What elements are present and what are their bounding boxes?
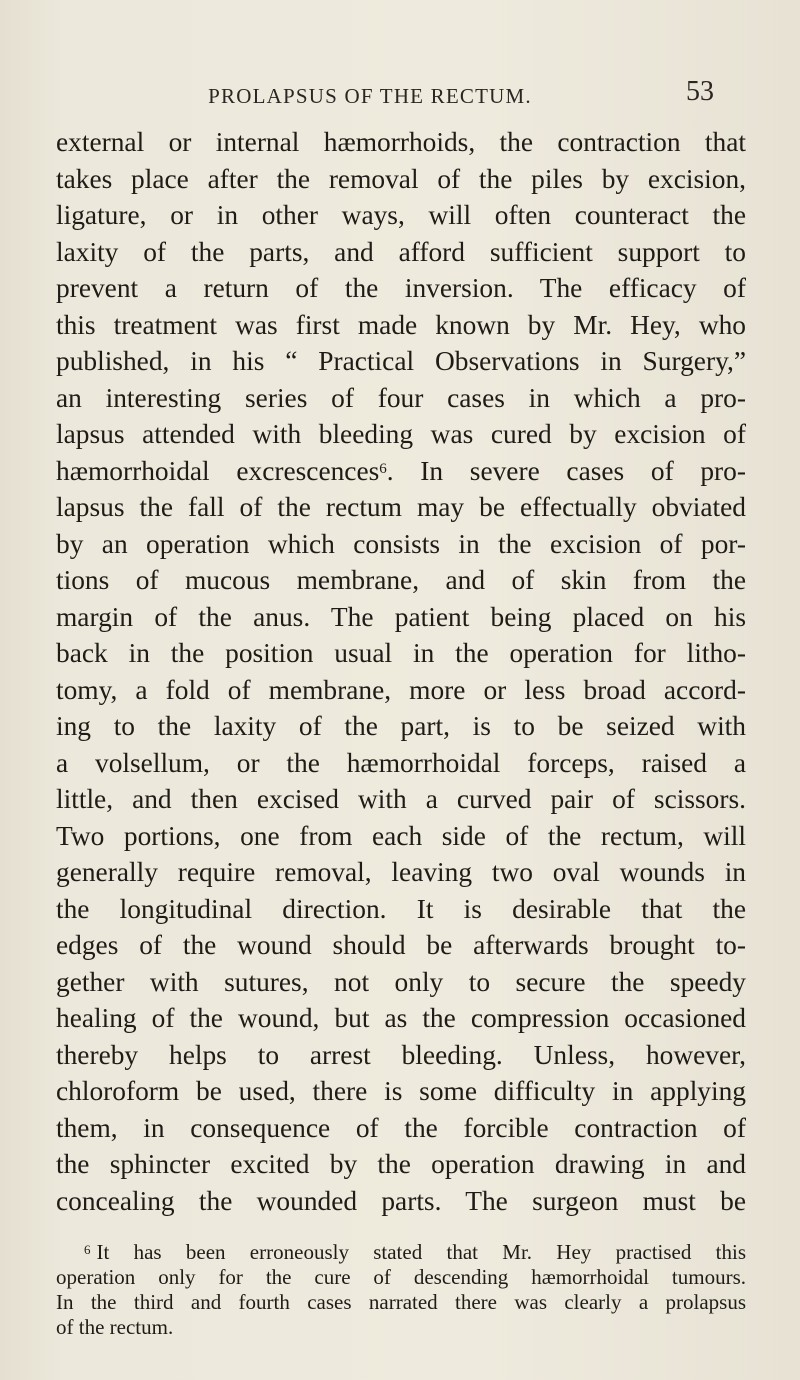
text-line: lapsus the fall of the rectum may be effectually obviated — [56, 492, 746, 522]
footnote — [56, 1240, 746, 1340]
footnote-text: It has been erroneously stated that Mr. Hey practised this — [96, 1240, 746, 1264]
text-segment: . In severe cases of pro- — [386, 455, 746, 486]
text-line: chloroform be used, there is some difficulty in applying — [56, 1076, 746, 1106]
footnote-line: of the rectum. — [56, 1315, 174, 1339]
text-line: gether with sutures, not only to secure the speedy — [56, 966, 746, 997]
page-number: 53 — [686, 76, 714, 107]
text-line: them, in consequence of the forcible contraction of — [56, 1112, 746, 1143]
footnote-reference[interactable]: 6 — [379, 460, 387, 477]
text-line: edges of the wound should be afterwards brought to- — [56, 930, 746, 960]
footnote-line: In the third and fourth cases narrated there was clearly a prolapsus — [56, 1290, 746, 1314]
text-line: little, and then excised with a curved pair of scissors. — [56, 784, 746, 814]
text-line: concealing the wounded parts. The surgeon must be — [56, 1185, 746, 1216]
text-line: thereby helps to arrest bleeding. Unless, however, — [56, 1039, 746, 1070]
text-line: tions of mucous membrane, and of skin from the — [56, 565, 746, 595]
body-text — [56, 124, 746, 1219]
text-line: ligature, or in other ways, will often counteract the — [56, 200, 746, 230]
text-line: lapsus attended with bleeding was cured by excision of — [56, 419, 746, 449]
text-line: ing to the laxity of the part, is to be seized with — [56, 711, 746, 741]
text-line: healing of the wound, but as the compression occasioned — [56, 1003, 746, 1033]
text-line: laxity of the parts, and afford sufficient support to — [56, 236, 746, 267]
text-line: Two portions, one from each side of the rectum, will — [56, 820, 746, 851]
text-line-with-footnote — [56, 453, 746, 490]
text-line: prevent a return of the inversion. The efficacy of — [56, 273, 746, 303]
text-line: external or internal hæmorrhoids, the contraction that — [56, 127, 746, 157]
footnote-line — [56, 1240, 746, 1265]
text-line: margin of the anus. The patient being placed on his — [56, 601, 746, 632]
text-segment: hæmorrhoidal excrescences — [56, 455, 380, 486]
text-line: tomy, a fold of membrane, more or less broad accord- — [56, 674, 746, 705]
text-line: an interesting series of four cases in which a pro- — [56, 382, 746, 413]
text-line: a volsellum, or the hæmorrhoidal forceps, raised a — [56, 747, 746, 778]
text-line: by an operation which consists in the excision of por- — [56, 528, 746, 559]
text-line: published, in his “ Practical Observations in Surgery,” — [56, 346, 746, 376]
footnote-marker: 6 — [84, 1242, 91, 1257]
text-line: the longitudinal direction. It is desirable that the — [56, 893, 746, 924]
text-line: takes place after the removal of the piles by excision, — [56, 163, 746, 194]
footnote-line: operation only for the cure of descending hæmorrhoidal tumours. — [56, 1265, 746, 1289]
text-line: back in the position usual in the operation for litho- — [56, 638, 746, 668]
text-line: the sphincter excited by the operation drawing in and — [56, 1149, 746, 1179]
text-line: generally require removal, leaving two oval wounds in — [56, 857, 746, 887]
running-title: PROLAPSUS OF THE RECTUM. — [208, 84, 532, 108]
text-line: this treatment was first made known by Mr. Hey, who — [56, 309, 746, 340]
